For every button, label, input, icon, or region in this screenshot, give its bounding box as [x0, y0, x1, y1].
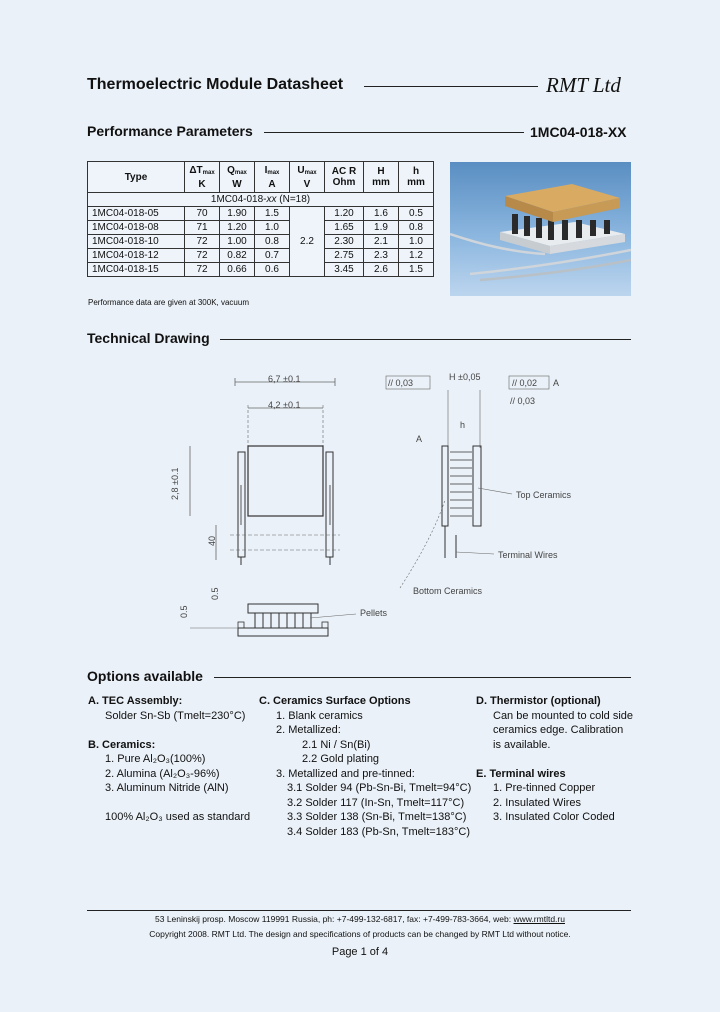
- option-item: 3. Metallized and pre-tinned:: [276, 767, 415, 780]
- option-item: 3.4 Solder 183 (Pb-Sn, Tmelt=183°C): [287, 825, 471, 838]
- options-column-1: [88, 694, 253, 825]
- table-row: [88, 207, 434, 221]
- tol-flat-2: // 0,03: [510, 396, 536, 406]
- column-header: [88, 162, 185, 193]
- option-item: 3.2 Solder 117 (In-Sn, Tmelt=117°C): [287, 796, 465, 809]
- table-cell: 1.0: [399, 235, 434, 249]
- footer-copyright: Copyright 2008. RMT Ltd. The design and specifications of products can be changed by RMT Ltd without notice.: [149, 929, 571, 939]
- table-cell: 72: [185, 263, 220, 277]
- tol-height: H ±0,05: [449, 372, 481, 382]
- dim-wire: 40: [207, 535, 217, 546]
- performance-note: Performance data are given at 300K, vacuum: [88, 298, 249, 307]
- table-cell: 1.5: [399, 263, 434, 277]
- column-header-subscript: max: [202, 169, 215, 176]
- table-row: [88, 263, 434, 277]
- option-item: [88, 723, 253, 738]
- table-row: [88, 249, 434, 263]
- column-header: [290, 162, 325, 193]
- label-top-ceramics: Top Ceramics: [516, 490, 572, 500]
- column-header: [325, 162, 364, 193]
- options-rule: [214, 677, 631, 678]
- dim-05-a: 0.5: [179, 605, 189, 618]
- table-cell: 0.66: [220, 263, 255, 277]
- table-cell: 0.8: [399, 221, 434, 235]
- options-column-2: [259, 694, 474, 839]
- table-cell: 72: [185, 235, 220, 249]
- option-item: ceramics edge. Calibration: [493, 724, 624, 736]
- column-header-unit: Ohm: [332, 177, 356, 188]
- table-cell: 2.1: [364, 235, 399, 249]
- option-item: 2.1 Ni / Sn(Bi): [302, 738, 371, 751]
- dim-inner: 4,2 ±0.1: [268, 400, 301, 410]
- column-header-unit: W: [232, 178, 242, 190]
- column-header: [255, 162, 290, 193]
- column-header: [364, 162, 399, 193]
- label-pellets: Pellets: [360, 608, 388, 618]
- option-item: 3.3 Solder 138 (Sn-Bi, Tmelt=138°C): [287, 811, 467, 823]
- group-label: [88, 193, 434, 207]
- table-cell: 1.0: [255, 221, 290, 235]
- module-illustration: [450, 162, 631, 296]
- option-item: 2. Metallized:: [276, 724, 341, 736]
- table-cell: 1.6: [364, 207, 399, 221]
- option-item: 1. Pre-tinned Copper: [493, 782, 596, 794]
- table-cell: 1.20: [325, 207, 364, 221]
- label-terminal-wires: Terminal Wires: [498, 550, 558, 560]
- column-header-name: h: [412, 166, 420, 177]
- table-cell: 1.65: [325, 221, 364, 235]
- table-cell: 0.82: [220, 249, 255, 263]
- table-cell: 1.9: [364, 221, 399, 235]
- table-cell: 0.8: [255, 235, 290, 249]
- drawing-rule: [220, 339, 631, 340]
- table-cell: 2.6: [364, 263, 399, 277]
- document-title: Thermoelectric Module Datasheet: [87, 76, 344, 93]
- label-bottom-ceramics: Bottom Ceramics: [413, 586, 483, 596]
- column-header-name: I: [264, 164, 268, 176]
- website-link[interactable]: www.rmtltd.ru: [513, 914, 565, 924]
- option-item: is available.: [493, 738, 551, 751]
- dim-05-b: 0.5: [210, 587, 220, 600]
- option-item: 3. Insulated Color Coded: [493, 811, 615, 823]
- column-header: [220, 162, 255, 193]
- option-item: 2.2 Gold plating: [302, 753, 380, 765]
- page-number: Page 1 of 4: [331, 946, 389, 958]
- table-row: [88, 221, 434, 235]
- group-label-prefix: 1MC04-018-: [210, 194, 267, 205]
- header-rule: [364, 86, 538, 87]
- table-cell: 1MC04-018-08: [88, 221, 185, 235]
- option-heading: A. TEC Assembly:: [88, 695, 183, 707]
- product-photo: [450, 162, 631, 296]
- column-header-unit: mm: [372, 177, 390, 188]
- column-header-name: ΔT: [189, 164, 203, 176]
- table-cell: 1MC04-018-15: [88, 263, 185, 277]
- table-cell: 1MC04-018-10: [88, 235, 185, 249]
- group-label-suffix: (N=18): [276, 194, 311, 205]
- table-cell: 0.7: [255, 249, 290, 263]
- brand-name: RMT Ltd: [546, 73, 621, 97]
- dim-height: 2,8 ±0.1: [170, 467, 180, 500]
- address-text: 53 Leninskij prosp. Moscow 119991 Russia, ph: +7-499-132-6817, fax: +7-499-783-3664, web:: [155, 914, 514, 924]
- label-A: A: [416, 434, 423, 444]
- column-header-subscript: max: [267, 169, 280, 176]
- option-heading: D. Thermistor (optional): [476, 695, 601, 707]
- table-cell: 2.30: [325, 235, 364, 249]
- option-item: 100% Al₂O₃ used as standard: [105, 811, 251, 823]
- option-item: 2. Insulated Wires: [493, 796, 582, 809]
- drawing-title: Technical Drawing: [87, 330, 210, 346]
- option-heading: B. Ceramics:: [88, 738, 156, 751]
- table-cell: 2.3: [364, 249, 399, 263]
- table-cell: 1MC04-018-12: [88, 249, 185, 263]
- table-cell: 71: [185, 221, 220, 235]
- technical-drawing: [160, 360, 630, 650]
- column-header-subscript: max: [234, 169, 247, 176]
- option-heading: E. Terminal wires: [476, 767, 566, 780]
- column-header-unit: K: [198, 178, 206, 190]
- column-header: [399, 162, 434, 193]
- table-cell: 1MC04-018-05: [88, 207, 185, 221]
- footer-rule: [87, 910, 631, 911]
- table-row: [88, 235, 434, 249]
- column-header-unit: mm: [407, 177, 425, 188]
- footer-address: [0, 914, 720, 924]
- table-cell: 0.5: [399, 207, 434, 221]
- label-h: h: [460, 420, 466, 430]
- table-cell: 72: [185, 249, 220, 263]
- column-header-name: AC R: [331, 166, 357, 177]
- table-cell: 3.45: [325, 263, 364, 277]
- option-item: 2. Alumina (Al₂O₃-96%): [105, 767, 220, 780]
- performance-rule: [264, 132, 524, 133]
- tol-parallel-ref: A: [553, 378, 560, 388]
- option-item: 3.1 Solder 94 (Pb-Sn-Bi, Tmelt=94°C): [287, 782, 472, 794]
- column-header-name: H: [377, 166, 385, 177]
- model-number: 1MC04-018-XX: [530, 124, 627, 140]
- table-cell: 1.2: [399, 249, 434, 263]
- options-title: Options available: [87, 668, 203, 684]
- column-header: [185, 162, 220, 193]
- dim-width: 6,7 ±0.1: [268, 374, 301, 384]
- cell-umax: 2.2: [290, 207, 325, 277]
- table-cell: 0.6: [255, 263, 290, 277]
- tol-parallel: // 0,02: [512, 378, 538, 388]
- column-header-name: U: [297, 164, 305, 176]
- table-cell: 1.5: [255, 207, 290, 221]
- option-item: 1. Blank ceramics: [276, 709, 363, 722]
- table-group-row: [88, 193, 434, 207]
- tol-flat: // 0,03: [388, 378, 414, 388]
- table-cell: 1.90: [220, 207, 255, 221]
- group-label-italic: xx: [266, 194, 277, 205]
- option-item: Solder Sn-Sb (Tmelt=230°C): [105, 709, 246, 722]
- option-item: [476, 752, 646, 767]
- column-header-unit: A: [268, 178, 276, 190]
- option-item: [88, 796, 253, 811]
- table-cell: 1.20: [220, 221, 255, 235]
- column-header-name: Q: [227, 164, 235, 176]
- table-header-row: [88, 162, 434, 193]
- options-column-3: [476, 694, 646, 825]
- performance-title: Performance Parameters: [87, 123, 253, 139]
- option-heading: C. Ceramics Surface Options: [259, 695, 411, 707]
- table-cell: 70: [185, 207, 220, 221]
- table-cell: 2.75: [325, 249, 364, 263]
- column-header-subscript: max: [304, 169, 317, 176]
- option-item: Can be mounted to cold side: [493, 709, 634, 722]
- column-header-name: Type: [124, 171, 148, 183]
- column-header-unit: V: [303, 178, 311, 190]
- table-cell: 1.00: [220, 235, 255, 249]
- option-item: 3. Aluminum Nitride (AlN): [105, 782, 229, 794]
- option-item: 1. Pure Al₂O₃(100%): [105, 753, 206, 765]
- performance-table: [87, 161, 434, 277]
